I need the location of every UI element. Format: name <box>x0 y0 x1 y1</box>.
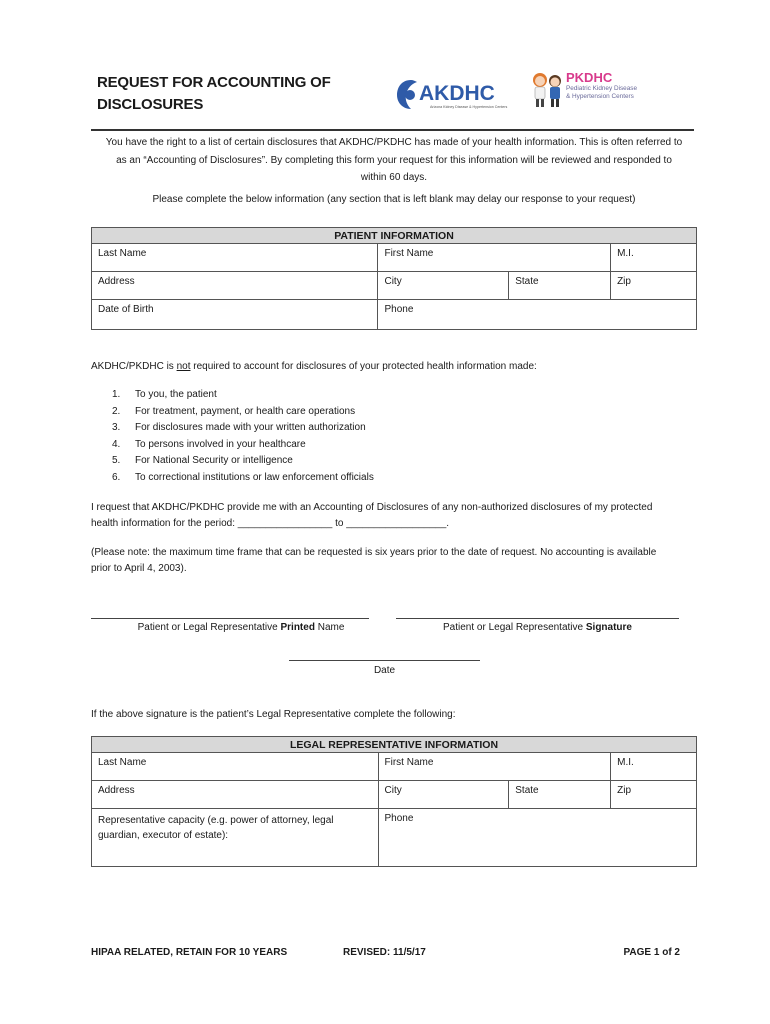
patient-address-field[interactable]: Address <box>92 272 378 300</box>
legal-capacity-field[interactable] <box>92 809 379 867</box>
list-item-number: 3. <box>112 422 121 433</box>
pkdhc-logo-text: PKDHC <box>566 70 613 85</box>
list-item <box>112 389 512 406</box>
list-item-number: 5. <box>112 455 121 466</box>
exclusions-list <box>112 389 512 488</box>
legal-first-name-field[interactable]: First Name <box>378 753 611 781</box>
legal-capacity-line-1: Representative capacity (e.g. power of attorney, legal <box>98 815 334 826</box>
akdhc-logo <box>395 76 523 112</box>
printed-name-line[interactable] <box>91 618 369 619</box>
legal-rep-instructions: If the above signature is the patient’s Legal Representative complete the following: <box>91 709 456 720</box>
printed-name-label-suffix: Name <box>314 622 345 633</box>
date-label: Date <box>373 665 396 676</box>
legal-phone-field[interactable]: Phone <box>378 809 696 867</box>
list-item-number: 4. <box>112 438 121 450</box>
list-item-text: To correctional institutions or law enforcement officials <box>135 471 374 483</box>
printed-name-label-prefix: Patient or Legal Representative <box>137 622 281 633</box>
request-line-1: I request that AKDHC/PKDHC provide me with an Accounting of Disclosures of any non-authorized disclosures of my protected <box>91 502 653 513</box>
patient-information-heading: PATIENT INFORMATION <box>92 228 697 244</box>
signature-label <box>396 622 679 633</box>
legal-city-field[interactable]: City <box>378 781 509 809</box>
patient-mi-field[interactable]: M.I. <box>611 244 697 272</box>
list-item-text: To persons involved in your healthcare <box>135 438 306 450</box>
intro-line-1: You have the right to a list of certain disclosures that AKDHC/PKDHC has made of your health information. This is often referred to <box>105 137 683 148</box>
patient-information-table <box>91 227 697 330</box>
header-divider <box>91 129 694 131</box>
legal-zip-field[interactable]: Zip <box>611 781 697 809</box>
patient-city-field[interactable]: City <box>378 272 509 300</box>
signature-line[interactable] <box>396 618 679 619</box>
list-item-number: 2. <box>112 405 121 417</box>
pkdhc-logo-mark <box>526 68 644 116</box>
note-line-2: prior to April 4, 2003). <box>91 563 187 574</box>
request-period-line[interactable]: health information for the period: _________________ to __________________. <box>91 518 450 529</box>
legal-representative-table <box>91 736 697 867</box>
title-line-2: DISCLOSURES <box>97 96 204 113</box>
list-item-text: To you, the patient <box>135 389 217 400</box>
note-line-1: (Please note: the maximum time frame that can be requested is six years prior to the date of request. No accounting is available <box>91 547 657 558</box>
not-required-statement <box>91 361 697 372</box>
patient-state-field[interactable]: State <box>509 272 611 300</box>
patient-first-name-field[interactable]: First Name <box>378 244 611 272</box>
legal-representative-heading: LEGAL REPRESENTATIVE INFORMATION <box>92 737 697 753</box>
list-item-text: For National Security or intelligence <box>135 455 293 466</box>
list-item <box>112 455 512 472</box>
signature-label-prefix: Patient or Legal Representative <box>443 622 586 633</box>
pkdhc-logo-tagline: Pediatric Kidney Disease & Hypertension Centers <box>566 85 638 100</box>
legal-mi-field[interactable]: M.I. <box>611 753 697 781</box>
intro-line-3: within 60 days. <box>360 172 428 183</box>
not-required-suffix: required to account for disclosures of your protected health information made: <box>190 361 537 372</box>
pkdhc-logo <box>526 68 644 116</box>
list-item <box>112 472 512 489</box>
list-item <box>112 439 512 456</box>
list-item-text: For disclosures made with your written authorization <box>135 422 366 433</box>
note-paragraph <box>91 545 697 577</box>
legal-last-name-field[interactable]: Last Name <box>92 753 379 781</box>
list-item <box>112 406 512 423</box>
list-item-number: 1. <box>112 389 121 400</box>
title-line-1: REQUEST FOR ACCOUNTING OF <box>97 74 331 91</box>
printed-name-label-bold: Printed <box>280 622 315 633</box>
list-item <box>112 422 512 439</box>
intro-paragraph <box>91 134 697 187</box>
footer-retention: HIPAA RELATED, RETAIN FOR 10 YEARS <box>91 947 288 958</box>
akdhc-logo-text: AKDHC <box>419 82 495 105</box>
patient-last-name-field[interactable]: Last Name <box>92 244 378 272</box>
list-item-number: 6. <box>112 471 121 483</box>
footer-revised: REVISED: 11/5/17 <box>343 947 426 958</box>
akdhc-logo-mark <box>395 76 523 112</box>
patient-phone-field[interactable]: Phone <box>378 300 697 330</box>
date-line[interactable] <box>289 660 480 661</box>
page-title <box>97 72 377 116</box>
signature-label-bold: Signature <box>585 622 632 633</box>
printed-name-label <box>91 622 391 633</box>
legal-capacity-line-2: guardian, executor of estate): <box>98 830 229 841</box>
legal-address-field[interactable]: Address <box>92 781 379 809</box>
legal-state-field[interactable]: State <box>509 781 611 809</box>
footer-page-number: PAGE 1 of 2 <box>623 947 680 958</box>
not-required-underlined: not <box>176 361 191 372</box>
intro-line-2: as an “Accounting of Disclosures”. By completing this form your request for this information will be reviewed and responded to <box>116 154 672 166</box>
patient-zip-field[interactable]: Zip <box>611 272 697 300</box>
list-item-text: For treatment, payment, or health care operations <box>135 405 356 417</box>
not-required-prefix: AKDHC/PKDHC is <box>91 361 177 372</box>
instructions-text: Please complete the below information (any section that is left blank may delay our response to your request) <box>152 194 636 205</box>
akdhc-logo-tagline: Arizona Kidney Disease & Hypertension Centers <box>430 105 508 109</box>
request-paragraph <box>91 500 697 532</box>
patient-dob-field[interactable]: Date of Birth <box>92 300 378 330</box>
